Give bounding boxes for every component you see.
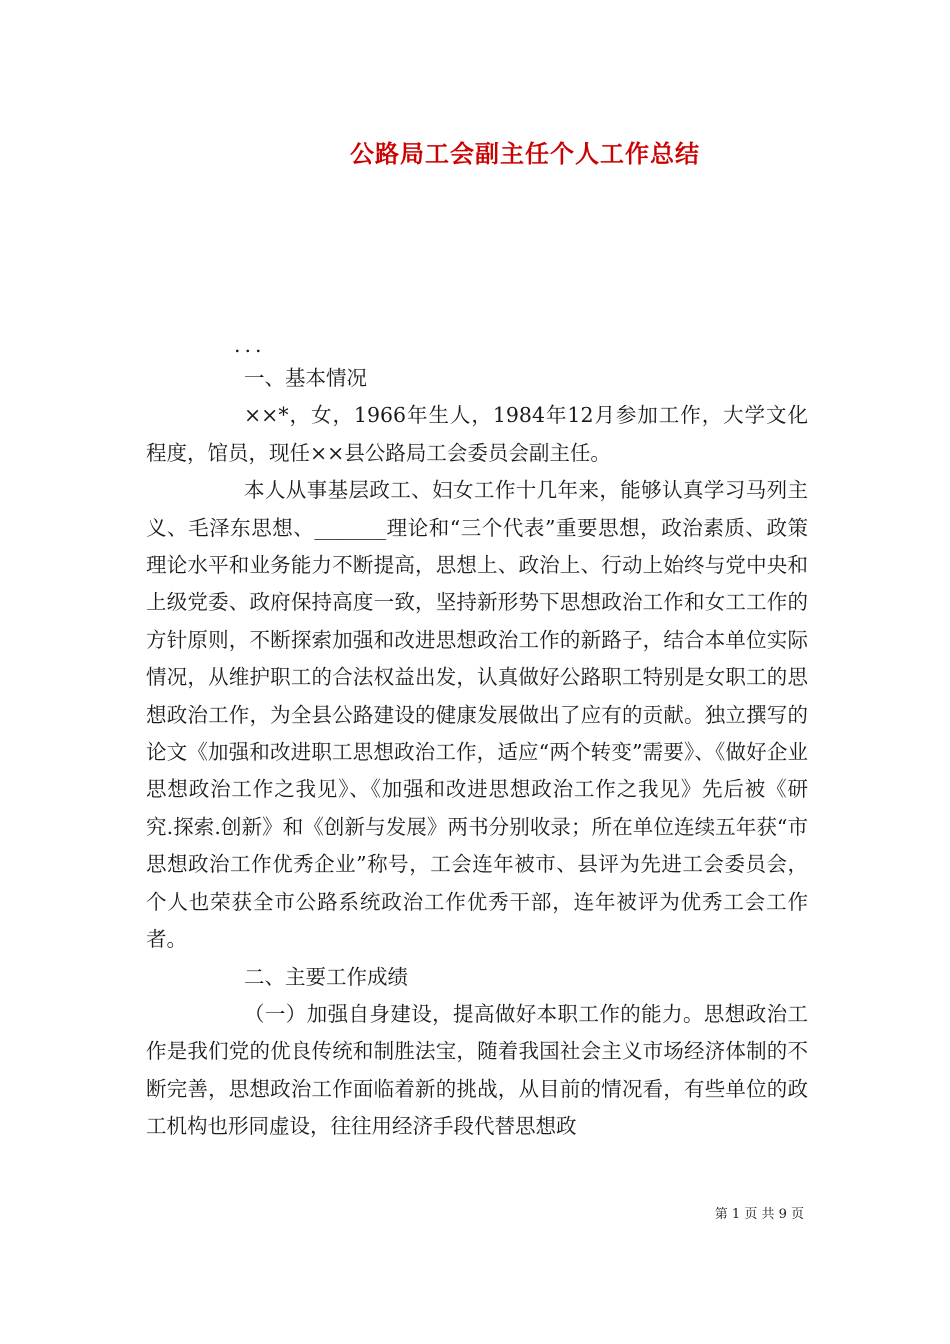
document-title: 公路局工会副主任个人工作总结 [350,139,700,168]
page-number: 第 1 页 共 9 页 [714,1207,804,1222]
document-body [146,330,808,1146]
section-heading-achievements: 二、主要工作成绩 [244,964,408,989]
section-heading-basic-info: 一、基本情况 [244,366,367,390]
paragraph-self-building: （一）加强自身建设，提高做好本职工作的能力。思想政治工作是我们党的优良传统和制胜法宝，随着我国社会主义市场经济体制的不断完善，思想政治工作面临着新的挑战，从目前的情况看，有些单位的政工机构也形同虚设，往往用经济手段代替思想政 [146,1001,808,1139]
paragraph-work-history: 本人从事基层政工、妇女工作十几年来，能够认真学习马列主义、毛泽东思想、_______理论和“三个代表”重要思想，政治素质、政策理论水平和业务能力不断提高，思想上、政治上、行动上始终与党中央和上级党委、政府保持高度一致，坚持新形势下思想政治工作和女工工作的方针原则，不断探索加强和改进思想政治工作的新路子，结合本单位实际情况，从维护职工的合法权益出发，认真做好公路职工特别是女职工的思想政治工作，为全县公路建设的健康发展做出了应有的贡献。独立撰写的论文《加强和改进职工思想政治工作，适应“两个转变”需要》、《做好企业思想政治工作之我见》、《加强和改进思想政治工作之我见》先后被《研究.探索.创新》和《创新与发展》两书分别收录；所在单位连续五年获“市思想政治工作优秀企业”称号，工会连年被市、县评为先进工会委员会，个人也荣获全市公路系统政治工作优秀干部，连年被评为优秀工会工作者。 [146,478,808,952]
paragraph-personal-info: ××*，女，1966年生人，1984年12月参加工作，大学文化程度，馆员，现任××县公路局工会委员会副主任。 [146,403,808,465]
ellipsis: ... [234,333,266,357]
